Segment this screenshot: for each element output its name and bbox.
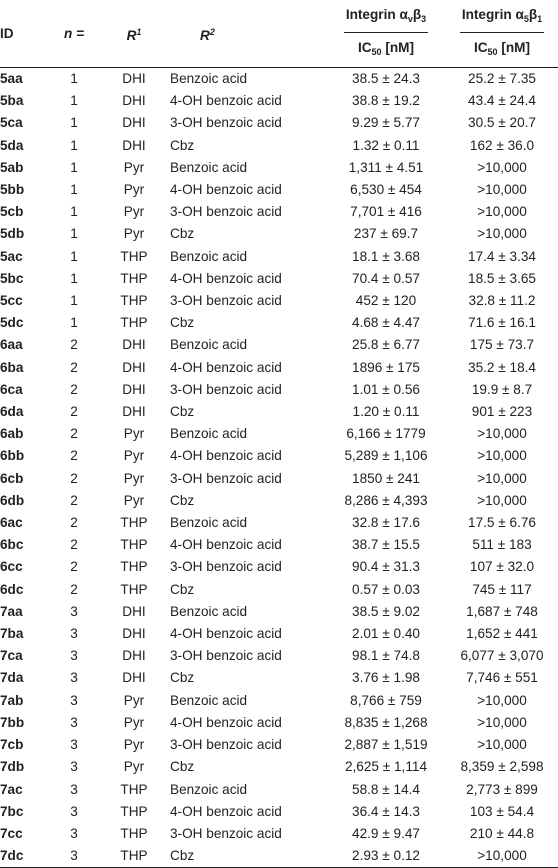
cell-r2: Benzoic acid (170, 426, 248, 442)
header-r2-superscript: 2 (209, 26, 215, 37)
cell-a5b1-ic50: 107 ± 32.0 (469, 559, 535, 575)
cell-r2: Benzoic acid (170, 515, 248, 531)
cell-a5b1-ic50: 1,687 ± 748 (466, 603, 538, 619)
cell-id: 5db (0, 226, 25, 242)
cell-n: 3 (70, 781, 78, 797)
cell-a5b1-ic50: >10,000 (477, 182, 527, 198)
cell-r1: DHI (122, 337, 146, 353)
header-integrin-avb3 (326, 0, 446, 33)
cell-id: 5ca (0, 115, 23, 131)
cell-avb3-ic50: 6,530 ± 454 (350, 182, 422, 198)
cell-n: 1 (70, 71, 78, 86)
cell-a5b1-ic50: 511 ± 183 (472, 537, 532, 553)
cell-a5b1-ic50: >10,000 (477, 448, 527, 464)
table-row (0, 556, 558, 578)
cell-avb3-ic50: 7,701 ± 416 (350, 204, 422, 220)
cell-id: 7cb (0, 737, 24, 753)
cell-id: 6cb (0, 470, 24, 486)
cell-id: 7bc (0, 803, 24, 819)
cell-id: 7ac (0, 781, 23, 797)
header-row (0, 0, 558, 33)
a5b1-title: Integrin α (461, 7, 524, 22)
cell-n: 1 (70, 248, 78, 264)
cell-r2: Benzoic acid (170, 337, 248, 353)
cell-n: 2 (70, 515, 78, 531)
cell-id: 5da (0, 137, 24, 153)
cell-id: 6da (0, 404, 24, 420)
cell-a5b1-ic50: 745 ± 117 (472, 581, 532, 597)
cell-r2: 4-OH benzoic acid (170, 448, 282, 464)
cell-r2: 3-OH benzoic acid (170, 470, 282, 486)
cell-id: 5aa (0, 71, 23, 86)
cell-n: 1 (70, 115, 78, 131)
cell-a5b1-ic50: 19.9 ± 8.7 (471, 381, 533, 397)
cell-r2: Benzoic acid (170, 692, 248, 708)
table-row (0, 334, 558, 356)
cell-r1: THP (120, 248, 148, 264)
cell-id: 5ba (0, 93, 24, 109)
cell-r1: DHI (122, 359, 146, 375)
cell-r1: Pyr (123, 470, 145, 486)
cell-a5b1-ic50: >10,000 (477, 426, 527, 442)
cell-a5b1-ic50: 103 ± 54.4 (469, 803, 535, 819)
cell-avb3-ic50: 90.4 ± 31.3 (352, 559, 420, 575)
ic50-prefix-avb3: IC (357, 40, 372, 55)
cell-avb3-ic50: 0.57 ± 0.03 (352, 581, 420, 597)
cell-a5b1-ic50: >10,000 (477, 692, 527, 708)
cell-id: 7bb (0, 714, 25, 730)
header-r1-superscript: 1 (136, 26, 142, 37)
cell-a5b1-ic50: 35.2 ± 18.4 (468, 359, 536, 375)
table-row (0, 246, 558, 268)
cell-n: 3 (70, 670, 78, 686)
cell-avb3-ic50: 237 ± 69.7 (353, 226, 419, 242)
cell-a5b1-ic50: 7,746 ± 551 (466, 670, 538, 686)
cell-r2: 4-OH benzoic acid (170, 626, 282, 642)
cell-a5b1-ic50: 901 ± 223 (471, 404, 533, 420)
cell-n: 2 (70, 448, 78, 464)
header-n (44, 0, 104, 68)
cell-a5b1-ic50: 2,773 ± 899 (466, 781, 538, 797)
cell-id: 5ab (0, 159, 24, 175)
cell-a5b1-ic50: 6,077 ± 3,070 (460, 648, 544, 664)
cell-id: 6bb (0, 448, 25, 464)
cell-avb3-ic50: 1850 ± 241 (352, 470, 420, 486)
cell-n: 1 (70, 93, 78, 109)
table-row (0, 490, 558, 512)
cell-avb3-ic50: 3.76 ± 1.98 (352, 670, 420, 686)
table-header (0, 0, 558, 68)
cell-r2: 4-OH benzoic acid (170, 359, 282, 375)
table-row (0, 579, 558, 601)
cell-id: 5ac (0, 248, 23, 264)
cell-r1: Pyr (123, 492, 145, 508)
cell-id: 6ba (0, 359, 24, 375)
cell-avb3-ic50: 32.8 ± 17.6 (352, 515, 420, 531)
cell-n: 3 (70, 714, 78, 730)
table-row (0, 68, 558, 91)
cell-r2: 3-OH benzoic acid (170, 559, 282, 575)
cell-n: 2 (70, 470, 78, 486)
avb3-sub-v: v (407, 14, 413, 24)
cell-r2: Cbz (170, 315, 195, 331)
cell-avb3-ic50: 8,766 ± 759 (350, 692, 422, 708)
cell-r1: THP (120, 803, 148, 819)
cell-n: 3 (70, 626, 78, 642)
cell-avb3-ic50: 58.8 ± 14.4 (352, 781, 420, 797)
header-integrin-a5b1-group (460, 2, 544, 33)
cell-id: 6ab (0, 426, 24, 442)
cell-n: 2 (70, 381, 78, 397)
cell-r1: THP (120, 825, 148, 841)
table-row (0, 423, 558, 445)
cell-r1: THP (120, 515, 148, 531)
cell-id: 5cb (0, 204, 24, 220)
cell-a5b1-ic50: 30.5 ± 20.7 (468, 115, 536, 131)
cell-r1: THP (120, 581, 148, 597)
cell-n: 2 (70, 359, 78, 375)
cell-avb3-ic50: 25.8 ± 6.77 (352, 337, 420, 353)
header-r2 (164, 0, 326, 68)
cell-n: 3 (70, 737, 78, 753)
cell-n: 3 (70, 648, 78, 664)
cell-n: 1 (70, 204, 78, 220)
cell-a5b1-ic50: 8,359 ± 2,598 (460, 759, 544, 775)
cell-n: 1 (70, 315, 78, 331)
cell-id: 6ca (0, 381, 23, 397)
header-id (0, 0, 44, 68)
cell-id: 7ab (0, 692, 24, 708)
cell-avb3-ic50: 1,311 ± 4.51 (348, 159, 424, 175)
cell-avb3-ic50: 42.9 ± 9.47 (352, 825, 420, 841)
table-row (0, 512, 558, 534)
cell-r1: THP (120, 270, 148, 286)
cell-n: 2 (70, 559, 78, 575)
cell-avb3-ic50: 70.4 ± 0.57 (352, 270, 420, 286)
a5b1-sub-1: 1 (537, 14, 543, 24)
table-row (0, 445, 558, 467)
table-row (0, 667, 558, 689)
cell-r1: DHI (122, 404, 146, 420)
ic50-prefix-a5b1: IC (473, 40, 488, 55)
header-integrin-a5b1 (446, 0, 558, 33)
cell-r1: DHI (122, 137, 146, 153)
table-row (0, 223, 558, 245)
cell-n: 2 (70, 337, 78, 353)
cell-n: 3 (44, 845, 104, 868)
cell-avb3-ic50: 2.93 ± 0.12 (326, 845, 446, 868)
cell-id: 6dc (0, 581, 24, 597)
cell-a5b1-ic50: 210 ± 44.8 (469, 825, 535, 841)
avb3-sub-3: 3 (421, 14, 427, 24)
cell-r2: Cbz (164, 845, 326, 868)
cell-avb3-ic50: 6,166 ± 1779 (346, 426, 426, 442)
table-row (0, 779, 558, 801)
cell-r2: 4-OH benzoic acid (170, 714, 282, 730)
table-row (0, 734, 558, 756)
cell-id: 5bc (0, 270, 24, 286)
cell-avb3-ic50: 1.32 ± 0.11 (352, 137, 420, 153)
cell-r2: Cbz (170, 404, 195, 420)
cell-avb3-ic50: 2.01 ± 0.40 (352, 626, 420, 642)
cell-r1: Pyr (123, 737, 145, 753)
table-row (0, 179, 558, 201)
a5b1-beta: β (528, 7, 538, 22)
table-row (0, 268, 558, 290)
table-row (0, 601, 558, 623)
avb3-title: Integrin α (345, 7, 408, 22)
cell-r1: Pyr (123, 204, 145, 220)
cell-r1: DHI (122, 648, 146, 664)
cell-id: 6bc (0, 537, 24, 553)
cell-n: 3 (70, 825, 78, 841)
cell-r1: DHI (122, 670, 146, 686)
cell-n: 3 (70, 803, 78, 819)
a5b1-sub-5: 5 (523, 14, 529, 24)
cell-r1: THP (120, 315, 148, 331)
cell-n: 1 (70, 159, 78, 175)
table-row (0, 712, 558, 734)
header-ic50-avb3 (326, 33, 446, 68)
cell-n: 1 (70, 270, 78, 286)
cell-r2: Benzoic acid (170, 159, 248, 175)
table-row (0, 534, 558, 556)
cell-r2: Cbz (170, 137, 195, 153)
cell-a5b1-ic50: >10,000 (477, 159, 527, 175)
cell-r2: Cbz (170, 581, 195, 597)
cell-n: 1 (70, 137, 78, 153)
table-row (0, 135, 558, 157)
table-row (0, 645, 558, 667)
cell-avb3-ic50: 2,625 ± 1,114 (344, 759, 428, 775)
cell-avb3-ic50: 4.68 ± 4.47 (352, 315, 420, 331)
header-id-label: ID (0, 25, 14, 41)
cell-avb3-ic50: 98.1 ± 74.8 (352, 648, 420, 664)
cell-r2: 3-OH benzoic acid (170, 381, 282, 397)
cell-a5b1-ic50: 17.5 ± 6.76 (468, 515, 536, 531)
cell-r2: 3-OH benzoic acid (170, 648, 282, 664)
table-row (0, 823, 558, 845)
cell-r2: Benzoic acid (170, 248, 248, 264)
cell-r2: 3-OH benzoic acid (170, 293, 282, 309)
cell-a5b1-ic50: 25.2 ± 7.35 (468, 71, 536, 86)
cell-avb3-ic50: 38.5 ± 9.02 (352, 603, 420, 619)
table-row (0, 90, 558, 112)
cell-a5b1-ic50: >10,000 (477, 470, 527, 486)
table-row (0, 157, 558, 179)
cell-r2: 4-OH benzoic acid (170, 270, 282, 286)
cell-id: 7da (0, 670, 24, 686)
cell-n: 3 (70, 759, 78, 775)
cell-avb3-ic50: 38.7 ± 15.5 (352, 537, 420, 553)
cell-r1: Pyr (123, 759, 145, 775)
table-row (0, 112, 558, 134)
cell-avb3-ic50: 1896 ± 175 (352, 359, 420, 375)
cell-avb3-ic50: 2,887 ± 1,519 (344, 737, 428, 753)
cell-r2: 4-OH benzoic acid (170, 803, 282, 819)
header-r1-label: R (126, 27, 137, 43)
header-n-label: n = (63, 25, 85, 41)
cell-r1: DHI (122, 603, 146, 619)
header-integrin-avb3-group (344, 2, 428, 33)
ic50-sub-avb3: 50 (371, 47, 382, 57)
cell-a5b1-ic50: 18.5 ± 3.65 (468, 270, 536, 286)
table-body (0, 68, 558, 868)
cell-r2: Benzoic acid (170, 71, 248, 86)
cell-r2: Benzoic acid (170, 781, 248, 797)
cell-r2: Cbz (170, 492, 195, 508)
cell-r1: Pyr (123, 159, 145, 175)
cell-n: 2 (70, 537, 78, 553)
cell-r1: Pyr (123, 182, 145, 198)
cell-id: 5dc (0, 315, 24, 331)
cell-r1: Pyr (123, 448, 145, 464)
cell-r1: DHI (122, 71, 146, 86)
cell-id: 6aa (0, 337, 23, 353)
cell-r2: Cbz (170, 226, 195, 242)
cell-r1: DHI (122, 626, 146, 642)
cell-a5b1-ic50: >10,000 (477, 714, 527, 730)
cell-avb3-ic50: 18.1 ± 3.68 (352, 248, 420, 264)
cell-r2: Cbz (170, 670, 195, 686)
cell-r1: Pyr (123, 426, 145, 442)
cell-a5b1-ic50: >10,000 (477, 226, 527, 242)
cell-n: 2 (70, 404, 78, 420)
avb3-beta: β (412, 7, 422, 22)
ic50-unit-avb3: [nM] (381, 40, 415, 55)
cell-a5b1-ic50: >10,000 (477, 492, 527, 508)
cell-r1: Pyr (123, 226, 145, 242)
cell-a5b1-ic50: 17.4 ± 3.34 (468, 248, 536, 264)
cell-a5b1-ic50: 175 ± 73.7 (469, 337, 535, 353)
cell-id: 5bb (0, 182, 25, 198)
cell-id: 6db (0, 492, 25, 508)
table-row (0, 312, 558, 334)
cell-r2: 4-OH benzoic acid (170, 537, 282, 553)
table-row (0, 801, 558, 823)
cell-a5b1-ic50: >10,000 (446, 845, 558, 868)
table-row (0, 379, 558, 401)
cell-avb3-ic50: 8,286 ± 4,393 (344, 492, 428, 508)
table-row (0, 623, 558, 645)
cell-avb3-ic50: 9.29 ± 5.77 (352, 115, 420, 131)
cell-avb3-ic50: 8,835 ± 1,268 (344, 714, 428, 730)
cell-avb3-ic50: 1.20 ± 0.11 (352, 404, 420, 420)
cell-avb3-ic50: 38.8 ± 19.2 (352, 93, 420, 109)
cell-a5b1-ic50: 1,652 ± 441 (466, 626, 538, 642)
table-row (0, 845, 558, 868)
cell-id: 7ca (0, 648, 23, 664)
table-row (0, 201, 558, 223)
cell-r1: Pyr (123, 692, 145, 708)
cell-r2: 4-OH benzoic acid (170, 182, 282, 198)
cell-r1: DHI (122, 115, 146, 131)
cell-avb3-ic50: 38.5 ± 24.3 (352, 71, 420, 86)
cell-r2: 4-OH benzoic acid (170, 93, 282, 109)
cell-r1: THP (120, 537, 148, 553)
table-row (0, 756, 558, 778)
cell-n: 3 (70, 603, 78, 619)
cell-id: 7ba (0, 626, 24, 642)
header-r1 (104, 0, 164, 68)
header-ic50-a5b1 (446, 33, 558, 68)
cell-avb3-ic50: 5,289 ± 1,106 (344, 448, 428, 464)
cell-r1: DHI (122, 381, 146, 397)
cell-avb3-ic50: 36.4 ± 14.3 (352, 803, 420, 819)
cell-id: 5cc (0, 293, 23, 309)
cell-id: 6ac (0, 515, 23, 531)
cell-r2: 3-OH benzoic acid (170, 115, 282, 131)
ic50-unit-a5b1: [nM] (497, 40, 531, 55)
cell-n: 1 (70, 182, 78, 198)
cell-a5b1-ic50: 71.6 ± 16.1 (468, 315, 536, 331)
cell-n: 1 (70, 226, 78, 242)
table-row (0, 401, 558, 423)
cell-r1: THP (104, 845, 164, 868)
cell-r1: Pyr (123, 714, 145, 730)
cell-n: 2 (70, 426, 78, 442)
cell-n: 3 (70, 692, 78, 708)
cell-id: 6cc (0, 559, 23, 575)
cell-r1: DHI (122, 93, 146, 109)
cell-a5b1-ic50: 32.8 ± 11.2 (468, 293, 536, 309)
cell-r2: 3-OH benzoic acid (170, 825, 282, 841)
cell-r2: Cbz (170, 759, 195, 775)
cell-a5b1-ic50: 43.4 ± 24.4 (468, 93, 536, 109)
cell-n: 2 (70, 581, 78, 597)
cell-id: 7cc (0, 825, 23, 841)
cell-avb3-ic50: 452 ± 120 (355, 293, 417, 309)
table-row (0, 468, 558, 490)
cell-id: 7db (0, 759, 25, 775)
cell-a5b1-ic50: >10,000 (477, 737, 527, 753)
table-row (0, 290, 558, 312)
cell-a5b1-ic50: 162 ± 36.0 (469, 137, 535, 153)
header-r2-label: R (200, 27, 210, 43)
cell-r2: 3-OH benzoic acid (170, 737, 282, 753)
cell-r2: 3-OH benzoic acid (170, 204, 282, 220)
cell-n: 1 (70, 293, 78, 309)
cell-r1: THP (120, 559, 148, 575)
cell-r1: THP (120, 293, 148, 309)
cell-id: 7aa (0, 603, 23, 619)
cell-id: 7dc (0, 845, 44, 868)
cell-r1: THP (120, 781, 148, 797)
table-row (0, 690, 558, 712)
cell-avb3-ic50: 1.01 ± 0.56 (352, 381, 420, 397)
ic50-sub-a5b1: 50 (487, 47, 498, 57)
cell-n: 2 (70, 492, 78, 508)
table-row (0, 357, 558, 379)
cell-a5b1-ic50: >10,000 (477, 204, 527, 220)
cell-r2: Benzoic acid (170, 603, 248, 619)
